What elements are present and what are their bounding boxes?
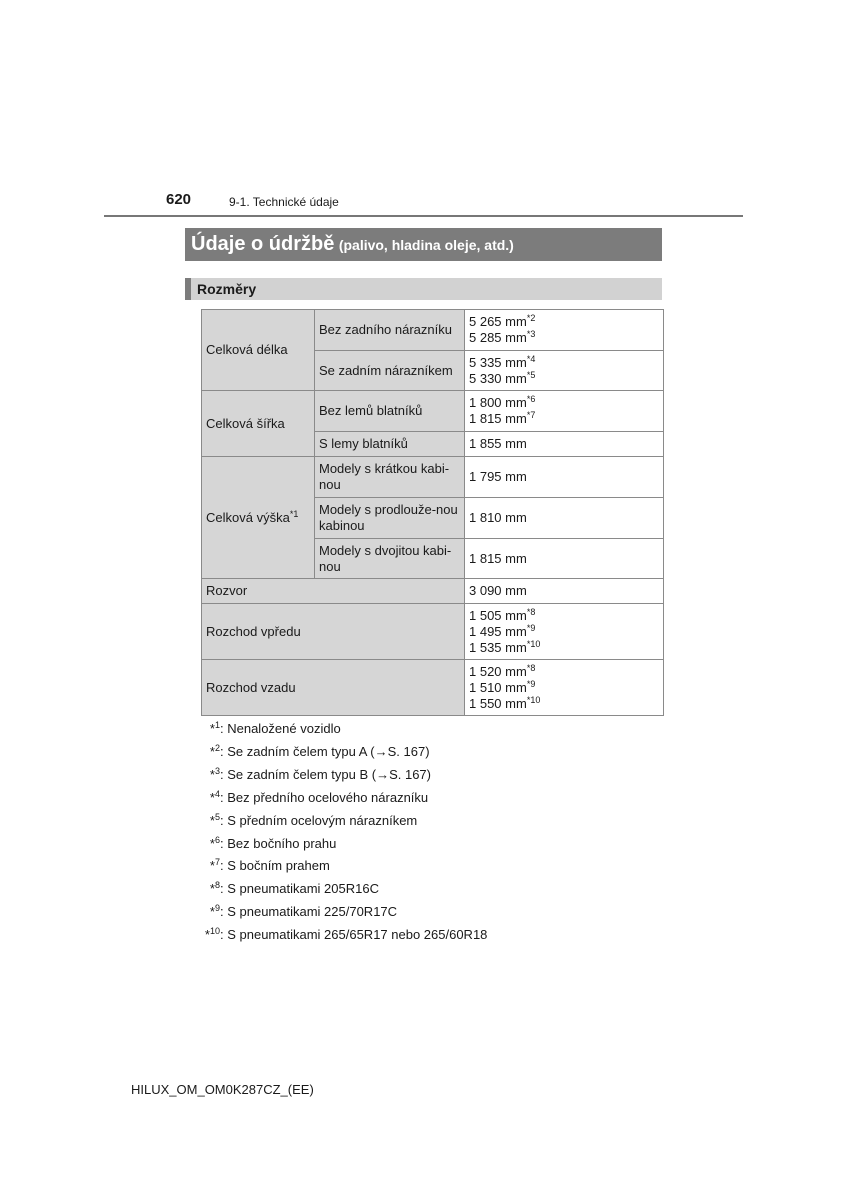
row-label: Celková výška$^{*1}$ xyxy=(202,457,315,579)
footnote: *$^{10}$: S pneumatikami 265/65R17 nebo 265/60R18 xyxy=(204,926,488,942)
section-path: 9-1. Technické údaje xyxy=(229,195,339,209)
row-value: 1 855 mm xyxy=(465,432,664,457)
section-title: Údaje o údržbě xyxy=(191,233,335,255)
row-label: Rozvor xyxy=(202,579,465,604)
footnote: *$^1$: Nenaložené vozidlo xyxy=(209,720,341,736)
table-row xyxy=(202,310,664,351)
row-sublabel: Bez zadního nárazníku xyxy=(315,310,465,351)
row-value: 1 795 mm xyxy=(465,457,664,498)
row-value: 1 505 $mm^{*8}$ 1 495 $mm^{*9}$ 1 535 $mm^{*10}$ xyxy=(465,604,664,660)
footnote: *$^3$: Se zadním čelem typu B (→S. 167) xyxy=(209,766,431,782)
page-number: 620 xyxy=(166,191,192,208)
row-sublabel: Modely s prodlouže-nou kabinou xyxy=(315,498,465,539)
section-title-bar xyxy=(185,228,662,261)
table-row xyxy=(202,579,664,604)
row-value: 1 815 mm xyxy=(465,539,664,579)
subsection-title: Rozměry xyxy=(185,278,662,300)
footnote: *$^8$: S pneumatikami 205R16C xyxy=(209,880,379,896)
table-row xyxy=(202,604,664,660)
footnote: *$^5$: S předním ocelovým nárazníkem xyxy=(209,812,418,828)
row-value: 5 335 $mm^{*4}$ 5 330 $mm^{*5}$ xyxy=(465,351,664,391)
row-value: 1 810 mm xyxy=(465,498,664,539)
row-value: 3 090 mm xyxy=(465,579,664,604)
row-sublabel: Se zadním nárazníkem xyxy=(315,351,465,391)
footnote: *$^2$: Se zadním čelem typu A (→S. 167) xyxy=(209,743,430,759)
footnote: *$^9$: S pneumatikami 225/70R17C xyxy=(209,903,398,919)
section-subtitle: (palivo, hladina oleje, atd.) xyxy=(338,237,514,253)
header-rule xyxy=(104,215,743,217)
document-code: HILUX_OM_OM0K287CZ_(EE) xyxy=(131,1082,314,1097)
footnote: *$^7$: S bočním prahem xyxy=(209,857,330,873)
table-row xyxy=(202,457,664,498)
row-label: Celková délka xyxy=(202,310,315,391)
dimensions-table xyxy=(201,309,664,716)
row-sublabel: Modely s krátkou kabi-nou xyxy=(315,457,465,498)
row-value: 5 265 $mm^{*2}$ 5 285 $mm^{*3}$ xyxy=(465,310,664,351)
table-row xyxy=(202,391,664,432)
table-row xyxy=(202,660,664,716)
row-label: Rozchod vpředu xyxy=(202,604,465,660)
row-sublabel: S lemy blatníků xyxy=(315,432,465,457)
footnote: *$^4$: Bez předního ocelového nárazníku xyxy=(209,789,429,805)
footnote: *$^6$: Bez bočního prahu xyxy=(209,835,337,851)
row-sublabel: Bez lemů blatníků xyxy=(315,391,465,432)
row-value: 1 520 $mm^{*8}$ 1 510 $mm^{*9}$ 1 550 $mm^{*10}$ xyxy=(465,660,664,716)
row-sublabel: Modely s dvojitou kabi-nou xyxy=(315,539,465,579)
row-value: 1 800 $mm^{*6}$ 1 815 $mm^{*7}$ xyxy=(465,391,664,432)
row-label: Celková šířka xyxy=(202,391,315,457)
row-label: Rozchod vzadu xyxy=(202,660,465,716)
